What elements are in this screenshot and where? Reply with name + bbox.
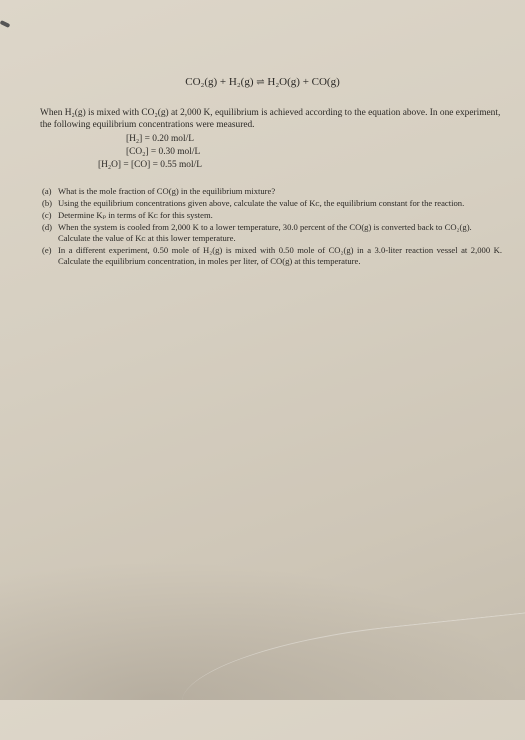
- question-label: (d): [42, 222, 53, 232]
- question-text: Determine Kₚ in terms of Kᴄ for this system.: [58, 210, 213, 220]
- question-label: (e): [42, 245, 52, 255]
- corner-mark: [0, 20, 10, 28]
- question-label: (c): [42, 210, 52, 220]
- reaction-equation: [0, 76, 525, 88]
- question-b: [42, 198, 502, 209]
- question-text: Using the equilibrium concentrations given above, calculate the value of Kᴄ, the equilibrium constant for the reaction.: [58, 198, 465, 208]
- concentration-co2: [CO₂] = 0.30 mol/L: [126, 147, 201, 157]
- equation-products: H₂O(g) + CO(g): [267, 76, 340, 88]
- concentration-h2: [H₂] = 0.20 mol/L: [126, 134, 194, 144]
- question-text: What is the mole fraction of CO(g) in the equilibrium mixture?: [58, 186, 276, 196]
- question-label: (a): [42, 186, 52, 196]
- question-text: When the system is cooled from 2,000 K to a lower temperature, 30.0 percent of the CO(g) is converted back to CO₂(g). Calculate the value of Kᴄ at this lower temperature.: [58, 222, 472, 243]
- problem-intro: When H₂(g) is mixed with CO₂(g) at 2,000 K, equilibrium is achieved according to the equation above. In one experiment, the following equilibrium concentrations were measured.: [40, 108, 501, 130]
- question-a: [42, 186, 502, 197]
- question-label: (b): [42, 198, 53, 208]
- question-e: [42, 245, 502, 267]
- question-text: In a different experiment, 0.50 mole of H₂(g) is mixed with 0.50 mole of CO₂(g) in a 3.0-liter reaction vessel at 2,000 K. Calculate the equilibrium concentration, in moles per liter, of CO(g) at this temperature.: [58, 245, 502, 266]
- question-list: [42, 186, 502, 268]
- question-c: [42, 210, 502, 221]
- concentration-h2o-co: [H₂O] = [CO] = 0.55 mol/L: [98, 160, 202, 170]
- equilibrium-arrow-icon: ⇌: [256, 77, 265, 88]
- equation-reactants: CO₂(g) + H₂(g): [185, 76, 254, 88]
- question-d: [42, 222, 502, 244]
